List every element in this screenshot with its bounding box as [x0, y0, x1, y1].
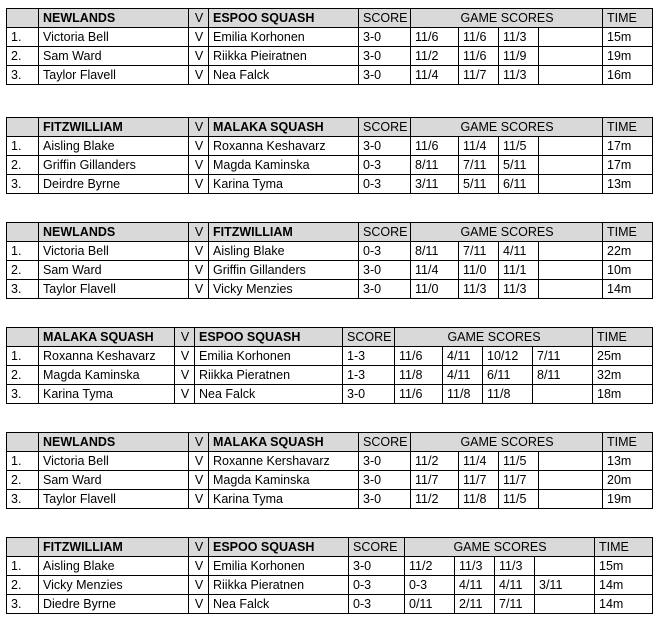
game-scores-header: GAME SCORES	[410, 117, 603, 136]
versus-label: V	[174, 327, 195, 346]
versus-label: V	[188, 451, 209, 470]
match-time: 19m	[602, 489, 653, 509]
game-score: 4/11	[454, 575, 495, 594]
versus-label: V	[188, 537, 209, 556]
match-row	[6, 594, 653, 613]
game-score: 4/11	[442, 365, 483, 384]
home-player-name: Taylor Flavell	[38, 279, 189, 299]
game-score: 11/3	[498, 65, 539, 85]
match-row	[6, 260, 653, 279]
game-score: 7/11	[494, 594, 535, 614]
away-player-name: Karina Tyma	[208, 174, 359, 194]
home-team-name: NEWLANDS	[38, 222, 189, 241]
match-score: 0-3	[348, 594, 405, 614]
versus-label: V	[188, 222, 209, 241]
game-score	[538, 136, 603, 155]
game-score	[538, 451, 603, 470]
away-team-name: MALAKA SQUASH	[208, 117, 359, 136]
match-header-row	[6, 8, 653, 27]
away-player-name: Roxanne Kershavarz	[208, 451, 359, 470]
game-scores-header: GAME SCORES	[404, 537, 595, 556]
game-score: 0/11	[404, 594, 455, 614]
home-player-name: Vicky Menzies	[38, 575, 189, 594]
versus-label: V	[174, 384, 195, 404]
match-time: 14m	[594, 594, 653, 614]
game-score: 7/11	[532, 346, 593, 365]
time-header: TIME	[594, 537, 653, 556]
home-player-name: Sam Ward	[38, 46, 189, 65]
match-header-row	[6, 327, 653, 346]
home-player-name: Aisling Blake	[38, 556, 189, 575]
game-score: 11/3	[458, 279, 499, 299]
home-player-name: Deirdre Byrne	[38, 174, 189, 194]
game-score: 11/5	[498, 451, 539, 470]
away-player-name: Riikka Pieiratnen	[208, 46, 359, 65]
match-time: 15m	[594, 556, 653, 575]
game-score	[538, 241, 603, 260]
home-team-name: FITZWILLIAM	[38, 117, 189, 136]
match-row	[6, 27, 653, 46]
match-time: 15m	[602, 27, 653, 46]
home-team-name: FITZWILLIAM	[38, 537, 189, 556]
row-number: 2.	[6, 365, 39, 384]
game-score	[538, 174, 603, 194]
home-player-name: Taylor Flavell	[38, 489, 189, 509]
game-score	[538, 65, 603, 85]
row-number-header	[6, 8, 39, 27]
match-row	[6, 65, 653, 84]
game-score: 11/7	[498, 470, 539, 489]
versus-label: V	[188, 432, 209, 451]
home-player-name: Griffin Gillanders	[38, 155, 189, 174]
game-score: 11/3	[498, 279, 539, 299]
game-score: 8/11	[410, 241, 459, 260]
score-header: SCORE	[342, 327, 395, 346]
match-score: 3-0	[342, 384, 395, 404]
game-score: 10/12	[482, 346, 533, 365]
row-number: 2.	[6, 575, 39, 594]
away-team-name: FITZWILLIAM	[208, 222, 359, 241]
row-number: 1.	[6, 136, 39, 155]
home-team-name: NEWLANDS	[38, 8, 189, 27]
home-player-name: Karina Tyma	[38, 384, 175, 404]
match-score: 0-3	[358, 155, 411, 174]
versus-label: V	[188, 241, 209, 260]
game-score: 11/5	[498, 136, 539, 155]
game-score: 2/11	[454, 594, 495, 614]
row-number-header	[6, 432, 39, 451]
game-score: 11/5	[498, 489, 539, 509]
away-player-name: Nea Falck	[194, 384, 343, 404]
game-score: 11/4	[458, 451, 499, 470]
match-time: 10m	[602, 260, 653, 279]
game-score	[534, 594, 595, 614]
match-header-row	[6, 537, 653, 556]
versus-label: V	[174, 365, 195, 384]
away-player-name: Roxanna Keshavarz	[208, 136, 359, 155]
away-player-name: Vicky Menzies	[208, 279, 359, 299]
game-score: 11/2	[410, 46, 459, 65]
match-row	[6, 279, 653, 298]
game-score: 11/9	[498, 46, 539, 65]
game-score: 11/7	[458, 470, 499, 489]
row-number: 2.	[6, 260, 39, 279]
time-header: TIME	[602, 117, 653, 136]
game-score: 11/1	[498, 260, 539, 279]
match-time: 25m	[592, 346, 653, 365]
game-score	[538, 470, 603, 489]
game-scores-header: GAME SCORES	[410, 8, 603, 27]
away-team-name: MALAKA SQUASH	[208, 432, 359, 451]
score-header: SCORE	[358, 432, 411, 451]
game-score: 11/6	[410, 136, 459, 155]
game-score	[538, 489, 603, 509]
match-score: 3-0	[358, 470, 411, 489]
game-score: 5/11	[498, 155, 539, 174]
match-row	[6, 384, 653, 403]
game-score: 11/8	[458, 489, 499, 509]
game-score: 8/11	[532, 365, 593, 384]
versus-label: V	[188, 46, 209, 65]
game-score: 4/11	[442, 346, 483, 365]
match-row	[6, 174, 653, 193]
game-score: 11/2	[404, 556, 455, 575]
match-time: 19m	[602, 46, 653, 65]
game-score: 4/11	[494, 575, 535, 594]
home-player-name: Sam Ward	[38, 470, 189, 489]
game-score: 11/0	[410, 279, 459, 299]
match-time: 32m	[592, 365, 653, 384]
game-score: 11/0	[458, 260, 499, 279]
row-number: 1.	[6, 27, 39, 46]
versus-label: V	[188, 174, 209, 194]
away-player-name: Nea Falck	[208, 65, 359, 85]
versus-label: V	[188, 470, 209, 489]
match-score: 3-0	[358, 46, 411, 65]
match-score: 0-3	[358, 241, 411, 260]
row-number: 3.	[6, 384, 39, 404]
match-time: 18m	[592, 384, 653, 404]
game-score: 8/11	[410, 155, 459, 174]
versus-label: V	[188, 65, 209, 85]
game-score: 4/11	[498, 241, 539, 260]
row-number: 3.	[6, 65, 39, 85]
match-score: 1-3	[342, 365, 395, 384]
time-header: TIME	[602, 432, 653, 451]
match-row	[6, 451, 653, 470]
game-score: 11/6	[458, 46, 499, 65]
game-score: 11/8	[394, 365, 443, 384]
game-score: 11/6	[394, 346, 443, 365]
game-score: 11/2	[410, 489, 459, 509]
versus-label: V	[188, 260, 209, 279]
match-row	[6, 556, 653, 575]
game-score: 11/3	[494, 556, 535, 575]
match-row	[6, 575, 653, 594]
row-number: 1.	[6, 451, 39, 470]
home-player-name: Roxanna Keshavarz	[38, 346, 175, 365]
versus-label: V	[188, 8, 209, 27]
game-score: 11/4	[410, 260, 459, 279]
versus-label: V	[188, 594, 209, 614]
away-team-name: ESPOO SQUASH	[194, 327, 343, 346]
match-time: 14m	[594, 575, 653, 594]
row-number: 1.	[6, 241, 39, 260]
versus-label: V	[188, 489, 209, 509]
match-score: 3-0	[358, 27, 411, 46]
row-number-header	[6, 327, 39, 346]
away-team-name: ESPOO SQUASH	[208, 537, 349, 556]
match-time: 22m	[602, 241, 653, 260]
match-header-row	[6, 117, 653, 136]
row-number: 3.	[6, 174, 39, 194]
match-score: 3-0	[358, 260, 411, 279]
versus-label: V	[174, 346, 195, 365]
away-player-name: Emilia Korhonen	[208, 27, 359, 46]
game-score: 11/3	[498, 27, 539, 46]
time-header: TIME	[592, 327, 653, 346]
score-header: SCORE	[358, 117, 411, 136]
game-score: 11/4	[458, 136, 499, 155]
home-player-name: Sam Ward	[38, 260, 189, 279]
row-number: 3.	[6, 489, 39, 509]
match-row	[6, 365, 653, 384]
game-score: 11/8	[482, 384, 533, 404]
match-time: 16m	[602, 65, 653, 85]
match-score: 3-0	[358, 279, 411, 299]
match-time: 17m	[602, 136, 653, 155]
game-score: 5/11	[458, 174, 499, 194]
away-team-name: ESPOO SQUASH	[208, 8, 359, 27]
home-player-name: Diedre Byrne	[38, 594, 189, 614]
match-score: 0-3	[348, 575, 405, 594]
game-score: 6/11	[482, 365, 533, 384]
game-scores-header: GAME SCORES	[410, 432, 603, 451]
match-score: 3-0	[348, 556, 405, 575]
row-number-header	[6, 537, 39, 556]
home-player-name: Taylor Flavell	[38, 65, 189, 85]
versus-label: V	[188, 27, 209, 46]
game-score	[538, 27, 603, 46]
time-header: TIME	[602, 8, 653, 27]
match-row	[6, 489, 653, 508]
match-score: 1-3	[342, 346, 395, 365]
versus-label: V	[188, 556, 209, 575]
home-player-name: Magda Kaminska	[38, 365, 175, 384]
away-player-name: Aisling Blake	[208, 241, 359, 260]
match-row	[6, 136, 653, 155]
match-score: 0-3	[358, 174, 411, 194]
match-score: 3-0	[358, 451, 411, 470]
home-player-name: Victoria Bell	[38, 241, 189, 260]
match-time: 13m	[602, 451, 653, 470]
versus-label: V	[188, 136, 209, 155]
match-row	[6, 346, 653, 365]
away-player-name: Magda Kaminska	[208, 155, 359, 174]
row-number: 1.	[6, 346, 39, 365]
game-score: 11/3	[454, 556, 495, 575]
game-scores-header: GAME SCORES	[410, 222, 603, 241]
game-score: 6/11	[498, 174, 539, 194]
match-row	[6, 46, 653, 65]
match-time: 20m	[602, 470, 653, 489]
match-header-row	[6, 432, 653, 451]
row-number: 2.	[6, 470, 39, 489]
away-player-name: Emilia Korhonen	[194, 346, 343, 365]
game-score: 11/2	[410, 451, 459, 470]
away-player-name: Karina Tyma	[208, 489, 359, 509]
time-header: TIME	[602, 222, 653, 241]
game-score: 11/8	[442, 384, 483, 404]
match-row	[6, 470, 653, 489]
game-score: 3/11	[410, 174, 459, 194]
row-number: 3.	[6, 279, 39, 299]
home-player-name: Victoria Bell	[38, 27, 189, 46]
away-player-name: Emilia Korhonen	[208, 556, 349, 575]
game-score: 0-3	[404, 575, 455, 594]
score-header: SCORE	[348, 537, 405, 556]
match-time: 17m	[602, 155, 653, 174]
game-score: 11/7	[410, 470, 459, 489]
game-score: 11/6	[394, 384, 443, 404]
versus-label: V	[188, 155, 209, 174]
away-player-name: Riikka Pieratnen	[194, 365, 343, 384]
away-player-name: Riikka Pieratnen	[208, 575, 349, 594]
home-team-name: MALAKA SQUASH	[38, 327, 175, 346]
game-score	[534, 556, 595, 575]
game-score: 7/11	[458, 155, 499, 174]
row-number-header	[6, 222, 39, 241]
score-header: SCORE	[358, 222, 411, 241]
row-number: 2.	[6, 155, 39, 174]
game-score	[538, 279, 603, 299]
home-player-name: Aisling Blake	[38, 136, 189, 155]
game-scores-header: GAME SCORES	[394, 327, 593, 346]
away-player-name: Griffin Gillanders	[208, 260, 359, 279]
match-time: 14m	[602, 279, 653, 299]
match-row	[6, 241, 653, 260]
game-score: 11/7	[458, 65, 499, 85]
score-header: SCORE	[358, 8, 411, 27]
match-score: 3-0	[358, 65, 411, 85]
match-header-row	[6, 222, 653, 241]
game-score: 7/11	[458, 241, 499, 260]
row-number: 3.	[6, 594, 39, 614]
away-player-name: Nea Falck	[208, 594, 349, 614]
game-score	[532, 384, 593, 404]
match-row	[6, 155, 653, 174]
row-number-header	[6, 117, 39, 136]
versus-label: V	[188, 575, 209, 594]
game-score: 3/11	[534, 575, 595, 594]
game-score: 11/6	[458, 27, 499, 46]
game-score	[538, 46, 603, 65]
row-number: 2.	[6, 46, 39, 65]
game-score	[538, 260, 603, 279]
home-team-name: NEWLANDS	[38, 432, 189, 451]
game-score: 11/4	[410, 65, 459, 85]
game-score	[538, 155, 603, 174]
versus-label: V	[188, 117, 209, 136]
away-player-name: Magda Kaminska	[208, 470, 359, 489]
row-number: 1.	[6, 556, 39, 575]
game-score: 11/6	[410, 27, 459, 46]
versus-label: V	[188, 279, 209, 299]
home-player-name: Victoria Bell	[38, 451, 189, 470]
match-score: 3-0	[358, 489, 411, 509]
match-score: 3-0	[358, 136, 411, 155]
match-time: 13m	[602, 174, 653, 194]
